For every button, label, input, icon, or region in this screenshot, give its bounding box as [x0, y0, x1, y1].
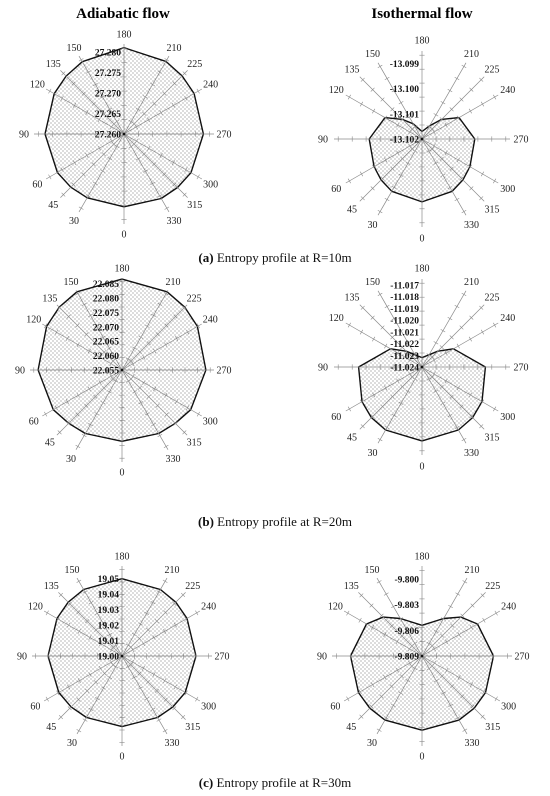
panel-c-adiabatic	[17, 552, 230, 763]
spoke-tick	[384, 344, 387, 349]
angle-label-300: 300	[201, 701, 217, 713]
spoke-tick	[385, 305, 390, 308]
angle-label-120: 120	[26, 314, 42, 326]
angle-label-30: 30	[367, 738, 377, 750]
angle-label-0: 0	[119, 751, 125, 763]
angle-label-270: 270	[513, 362, 529, 374]
spoke-tick	[378, 293, 383, 296]
angle-label-210: 210	[165, 277, 181, 289]
angle-label-180: 180	[116, 29, 132, 41]
angle-label-300: 300	[500, 184, 516, 195]
angle-label-90: 90	[318, 362, 328, 374]
spoke-tick	[456, 593, 461, 596]
angle-label-270: 270	[216, 365, 232, 377]
panel-a-isothermal	[318, 36, 529, 245]
angle-label-45: 45	[46, 722, 57, 734]
angle-label-0: 0	[121, 229, 127, 241]
angle-label-315: 315	[186, 437, 202, 449]
angle-label-300: 300	[203, 179, 219, 191]
radial-tick-label: 27.280	[94, 48, 121, 59]
radial-tick-label: -11.024	[390, 363, 419, 374]
spoke-tick	[493, 179, 496, 184]
angle-label-180: 180	[114, 263, 130, 275]
caption-b	[198, 514, 352, 529]
angle-label-210: 210	[464, 276, 479, 288]
caption-c-text: Entropy profile at R=30m	[216, 775, 352, 790]
spoke-tick	[434, 342, 439, 345]
spoke-tick	[348, 323, 351, 328]
spoke-tick	[448, 317, 453, 320]
radial-tick-label: 19.02	[97, 621, 119, 632]
spoke-tick	[455, 198, 460, 201]
spoke-tick	[372, 337, 375, 342]
angle-label-0: 0	[419, 461, 425, 473]
spoke-tick	[158, 434, 163, 437]
angle-label-60: 60	[330, 701, 341, 713]
angle-label-270: 270	[214, 651, 230, 663]
angle-label-210: 210	[464, 564, 480, 576]
angle-label-60: 60	[30, 701, 41, 713]
caption-b-text: Entropy profile at R=20m	[217, 514, 352, 529]
angle-label-240: 240	[203, 79, 219, 91]
angle-label-45: 45	[48, 200, 59, 212]
center-point	[121, 655, 124, 658]
spoke-tick	[46, 611, 49, 616]
angle-label-300: 300	[501, 701, 517, 713]
angle-label-300: 300	[500, 412, 516, 423]
angle-label-150: 150	[63, 277, 79, 289]
angle-label-135: 135	[343, 580, 359, 592]
spoke-tick	[347, 697, 350, 702]
angle-label-240: 240	[201, 601, 217, 613]
radial-tick-label: -9.806	[394, 626, 419, 637]
column-title-adiabatic: Adiabatic flow	[76, 6, 170, 22]
spoke-tick	[76, 445, 81, 448]
panel-b-isothermal	[318, 264, 529, 473]
angle-label-180: 180	[414, 263, 430, 275]
radial-tick-label: -13.100	[389, 85, 419, 96]
spoke-tick	[77, 729, 82, 732]
angle-label-270: 270	[216, 129, 232, 141]
spoke-tick	[163, 580, 168, 583]
caption-a-letter: (a)	[198, 250, 214, 265]
angle-label-270: 270	[513, 134, 529, 146]
radial-tick-label: 22.055	[92, 366, 119, 377]
caption-c	[199, 775, 351, 790]
center-point	[421, 655, 424, 658]
angle-label-240: 240	[501, 601, 517, 613]
angle-label-240: 240	[202, 314, 218, 326]
angle-label-330: 330	[164, 738, 180, 750]
angle-label-210: 210	[166, 42, 182, 54]
spoke-tick	[463, 729, 468, 732]
radial-tick-label: 27.270	[94, 89, 121, 100]
angle-label-225: 225	[187, 58, 203, 70]
radial-tick-label: 22.060	[92, 352, 119, 363]
angle-label-315: 315	[484, 204, 500, 216]
angle-label-315: 315	[485, 722, 501, 734]
spoke-tick	[493, 95, 496, 100]
spoke-tick	[359, 618, 362, 623]
radial-tick-label: -13.101	[389, 110, 419, 121]
caption-c-letter: (c)	[198, 775, 214, 790]
spoke-tick	[83, 719, 88, 722]
spoke-tick	[455, 77, 460, 80]
angle-label-180: 180	[114, 551, 130, 563]
angle-label-0: 0	[419, 751, 425, 763]
radial-tick-label: 27.265	[94, 110, 121, 120]
spoke-tick	[462, 65, 467, 68]
angle-label-45: 45	[347, 432, 357, 444]
radial-tick-label: -11.020	[390, 316, 419, 327]
spoke-tick	[360, 330, 363, 335]
radial-tick-label: 19.01	[97, 637, 119, 647]
panel-a-adiabatic	[19, 30, 232, 241]
angle-label-45: 45	[346, 722, 357, 734]
spoke-tick	[385, 77, 390, 80]
radial-tick-label: 19.00	[97, 652, 119, 663]
angle-label-120: 120	[29, 79, 45, 91]
angle-label-120: 120	[327, 601, 343, 613]
radial-tick-label: 27.275	[94, 69, 121, 80]
angle-label-45: 45	[347, 204, 357, 216]
radial-tick-label: 22.075	[92, 309, 119, 319]
spoke-tick	[469, 109, 472, 114]
radial-tick-label: -11.018	[390, 293, 419, 304]
angle-label-210: 210	[164, 564, 180, 576]
spoke-tick	[378, 65, 383, 68]
angle-label-120: 120	[328, 313, 344, 324]
spoke-tick	[462, 438, 467, 441]
angle-label-45: 45	[44, 437, 55, 449]
radial-tick-label: -13.099	[389, 60, 419, 71]
angle-label-330: 330	[464, 448, 479, 460]
spoke-tick	[483, 618, 486, 623]
angle-label-225: 225	[485, 580, 501, 592]
spoke-tick	[79, 207, 84, 210]
angle-label-135: 135	[43, 580, 59, 592]
spoke-tick	[378, 438, 383, 441]
spoke-tick	[469, 337, 472, 342]
angle-label-240: 240	[500, 313, 516, 324]
radial-tick-label: 22.080	[92, 294, 119, 305]
spoke-tick	[195, 611, 198, 616]
angle-label-150: 150	[365, 48, 380, 60]
spoke-tick	[493, 323, 496, 328]
angle-label-210: 210	[464, 48, 479, 60]
angle-label-150: 150	[364, 564, 380, 576]
radial-tick-label: 22.085	[92, 280, 119, 291]
spoke-tick	[44, 412, 47, 417]
radial-tick-label: -11.021	[390, 328, 419, 339]
spoke-tick	[378, 210, 383, 213]
spoke-tick	[164, 445, 169, 448]
radial-tick-label: 19.04	[97, 590, 119, 601]
radial-tick-label: -9.803	[394, 601, 419, 612]
spoke-tick	[163, 729, 168, 732]
spoke-tick	[441, 329, 446, 332]
spoke-tick	[348, 179, 351, 184]
angle-label-60: 60	[28, 416, 39, 428]
spoke-tick	[165, 207, 170, 210]
angle-label-330: 330	[464, 220, 479, 232]
angle-label-30: 30	[66, 453, 76, 465]
spoke-tick	[347, 611, 350, 616]
center-point	[421, 138, 424, 141]
angle-label-0: 0	[119, 467, 125, 479]
spoke-tick	[448, 605, 453, 608]
radial-tick-label: 22.065	[92, 337, 119, 348]
spoke-tick	[49, 175, 52, 180]
angle-label-135: 135	[45, 58, 61, 70]
spoke-tick	[197, 175, 200, 180]
spoke-tick	[372, 109, 375, 114]
angle-label-225: 225	[484, 292, 500, 304]
spoke-tick	[197, 89, 200, 94]
center-point	[421, 366, 424, 369]
spoke-tick	[385, 198, 390, 201]
radial-tick-label: 19.05	[97, 574, 119, 585]
angle-label-330: 330	[166, 216, 182, 228]
radial-tick-label: 19.03	[97, 605, 119, 616]
center-point	[121, 369, 124, 372]
angle-label-180: 180	[414, 551, 430, 563]
angle-label-150: 150	[64, 564, 80, 576]
spoke-tick	[360, 172, 363, 177]
angle-label-330: 330	[464, 738, 480, 750]
caption-a	[198, 250, 351, 265]
spoke-tick	[46, 697, 49, 702]
spoke-tick	[481, 330, 484, 335]
center-point	[123, 133, 126, 136]
spoke-tick	[495, 697, 498, 702]
spoke-tick	[481, 102, 484, 107]
angle-label-315: 315	[185, 722, 201, 734]
angle-label-90: 90	[15, 365, 25, 377]
spoke-tick	[463, 581, 468, 584]
angle-label-60: 60	[331, 184, 342, 195]
spoke-tick	[157, 719, 162, 722]
spoke-tick	[462, 210, 467, 213]
radial-tick-label: -11.023	[390, 351, 419, 362]
angle-label-150: 150	[66, 42, 82, 54]
angle-label-60: 60	[32, 179, 43, 191]
angle-label-120: 120	[27, 601, 43, 613]
angle-label-225: 225	[185, 580, 201, 592]
angle-label-240: 240	[500, 85, 516, 96]
radial-tick-label: 22.070	[92, 323, 119, 334]
radial-tick-label: -11.019	[390, 304, 419, 315]
spoke-tick	[79, 59, 84, 62]
spoke-tick	[77, 580, 82, 583]
spoke-tick	[399, 101, 404, 104]
spoke-tick	[441, 101, 446, 104]
radial-tick-label: -11.022	[390, 340, 419, 350]
radial-tick-label: 27.260	[94, 130, 121, 141]
caption-a-text: Entropy profile at R=10m	[216, 250, 352, 265]
angle-label-135: 135	[42, 293, 58, 305]
spoke-tick	[377, 581, 382, 584]
angle-label-135: 135	[344, 292, 360, 304]
angle-label-0: 0	[419, 233, 425, 245]
angle-label-90: 90	[17, 651, 27, 663]
spoke-tick	[462, 293, 467, 296]
angle-label-30: 30	[367, 220, 378, 232]
spoke-tick	[493, 407, 496, 412]
spoke-tick	[49, 89, 52, 94]
angle-label-30: 30	[69, 216, 79, 228]
spoke-tick	[481, 172, 484, 177]
spoke-tick	[448, 89, 453, 92]
spoke-tick	[495, 611, 498, 616]
spoke-tick	[348, 407, 351, 412]
spoke-tick	[360, 102, 363, 107]
panel-b-adiabatic	[15, 264, 232, 479]
angle-label-60: 60	[331, 412, 342, 423]
angle-label-315: 315	[484, 432, 500, 444]
radial-tick-label: -13.102	[389, 135, 419, 146]
angle-label-270: 270	[514, 651, 530, 663]
spoke-tick	[434, 114, 439, 117]
angle-label-90: 90	[317, 651, 327, 663]
angle-label-300: 300	[202, 416, 218, 428]
radial-tick-label: -9.809	[394, 652, 419, 663]
angle-label-135: 135	[344, 64, 360, 76]
caption-b-letter: (b)	[198, 514, 214, 529]
angle-label-150: 150	[365, 276, 380, 288]
radial-tick-label: -9.800	[394, 575, 419, 586]
angle-label-90: 90	[19, 129, 29, 141]
angle-label-30: 30	[67, 738, 77, 750]
column-title-isothermal: Isothermal flow	[371, 6, 473, 22]
angle-label-315: 315	[187, 200, 203, 212]
radial-tick-label: -11.017	[390, 281, 419, 292]
angle-label-225: 225	[186, 293, 202, 305]
angle-label-330: 330	[165, 453, 181, 465]
spoke-tick	[457, 344, 460, 349]
angle-label-120: 120	[328, 85, 344, 96]
spoke-tick	[377, 729, 382, 732]
angle-label-180: 180	[414, 35, 430, 47]
spoke-tick	[197, 412, 200, 417]
spoke-tick	[384, 593, 389, 596]
angle-label-30: 30	[367, 448, 378, 460]
angle-label-90: 90	[318, 134, 328, 146]
angle-label-225: 225	[484, 64, 500, 76]
spoke-tick	[82, 434, 87, 437]
panel-c-isothermal	[317, 552, 530, 763]
spoke-tick	[348, 95, 351, 100]
spoke-tick	[455, 305, 460, 308]
spoke-tick	[195, 697, 198, 702]
